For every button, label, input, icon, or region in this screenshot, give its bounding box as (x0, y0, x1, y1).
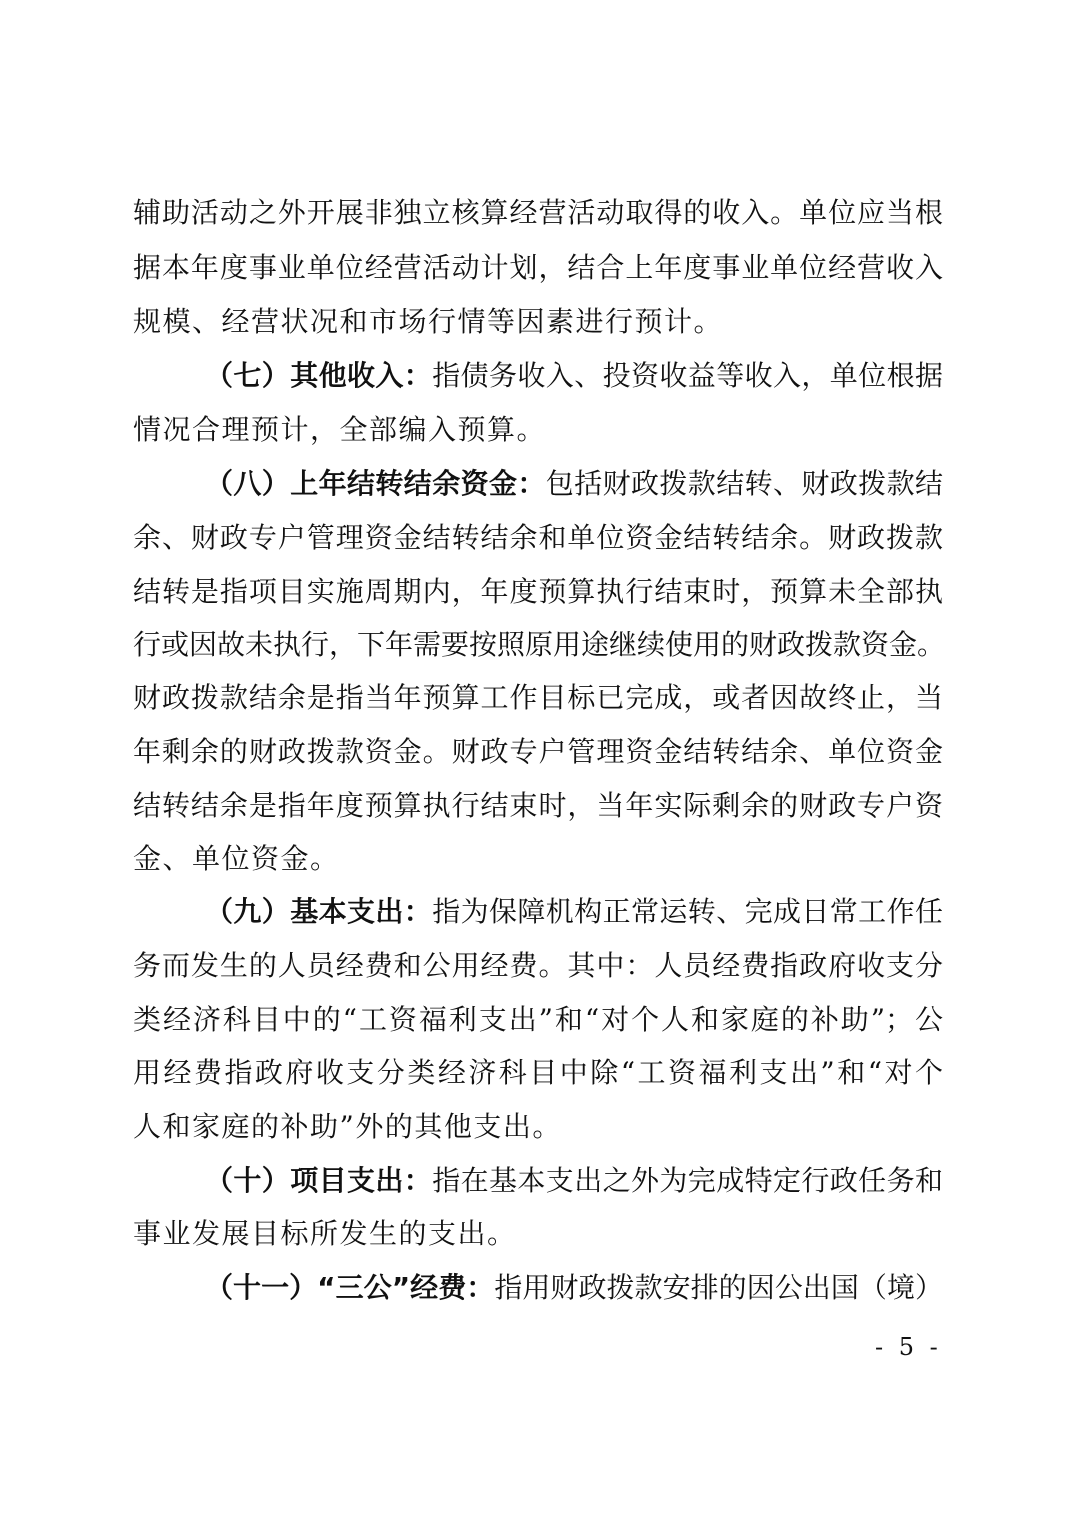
text-span: 指用财政拨款安排的因公出国（境） (494, 1271, 943, 1304)
text-line: 年剩余的财政拨款资金。财政专户管理资金结转结余、单位资金 (133, 735, 943, 768)
text-span: 指在基本支出之外为完成特定行政任务和 (432, 1164, 943, 1197)
text-span: 包括财政拨款结转、财政拨款结 (545, 467, 943, 500)
paragraph-first-line (205, 359, 943, 393)
paragraph-first-line (205, 1164, 943, 1198)
text-span: 指债务收入、投资收益等收入，单位根据 (432, 359, 943, 392)
text-span: 指为保障机构正常运转、完成日常工作任 (432, 895, 943, 928)
text-line: 据本年度事业单位经营活动计划，结合上年度事业单位经营收入 (133, 251, 943, 284)
text-line: 人和家庭的补助”外的其他支出。 (133, 1110, 562, 1143)
paragraph-first-line (205, 1271, 943, 1305)
text-line: 辅助活动之外开展非独立核算经营活动取得的收入。单位应当根 (133, 196, 943, 229)
text-line: 行或因故未执行，下年需要按照原用途继续使用的财政拨款资金。 (133, 628, 946, 661)
section-heading: （八）上年结转结余资金： (205, 467, 546, 500)
text-line: 余、财政专户管理资金结转结余和单位资金结转结余。财政拨款 (133, 521, 943, 554)
text-line: 结转是指项目实施周期内，年度预算执行结束时，预算未全部执 (133, 575, 943, 608)
text-line: 事业发展目标所发生的支出。 (133, 1217, 517, 1250)
text-line: 规模、经营状况和市场行情等因素进行预计。 (133, 305, 724, 338)
text-line: 类经济科目中的“工资福利支出”和“对个人和家庭的补助”；公 (133, 1003, 943, 1036)
section-heading: （九）基本支出： (205, 895, 433, 928)
text-line: 务而发生的人员经费和公用经费。其中：人员经费指政府收支分 (133, 949, 943, 982)
section-heading: （十）项目支出： (205, 1164, 433, 1197)
page-number: - 5 - (875, 1333, 942, 1361)
text-line: 用经费指政府收支分类经济科目中除“工资福利支出”和“对个 (133, 1056, 943, 1089)
text-line: 结转结余是指年度预算执行结束时，当年实际剩余的财政专户资 (133, 789, 943, 822)
paragraph-first-line (205, 467, 943, 501)
text-line: 情况合理预计，全部编入预算。 (133, 413, 547, 446)
section-heading: （十一）“三公”经费： (205, 1271, 495, 1304)
text-line: 财政拨款结余是指当年预算工作目标已完成，或者因故终止，当 (133, 681, 943, 714)
paragraph-first-line (205, 895, 943, 929)
text-line: 金、单位资金。 (133, 842, 340, 875)
section-heading: （七）其他收入： (205, 359, 433, 392)
